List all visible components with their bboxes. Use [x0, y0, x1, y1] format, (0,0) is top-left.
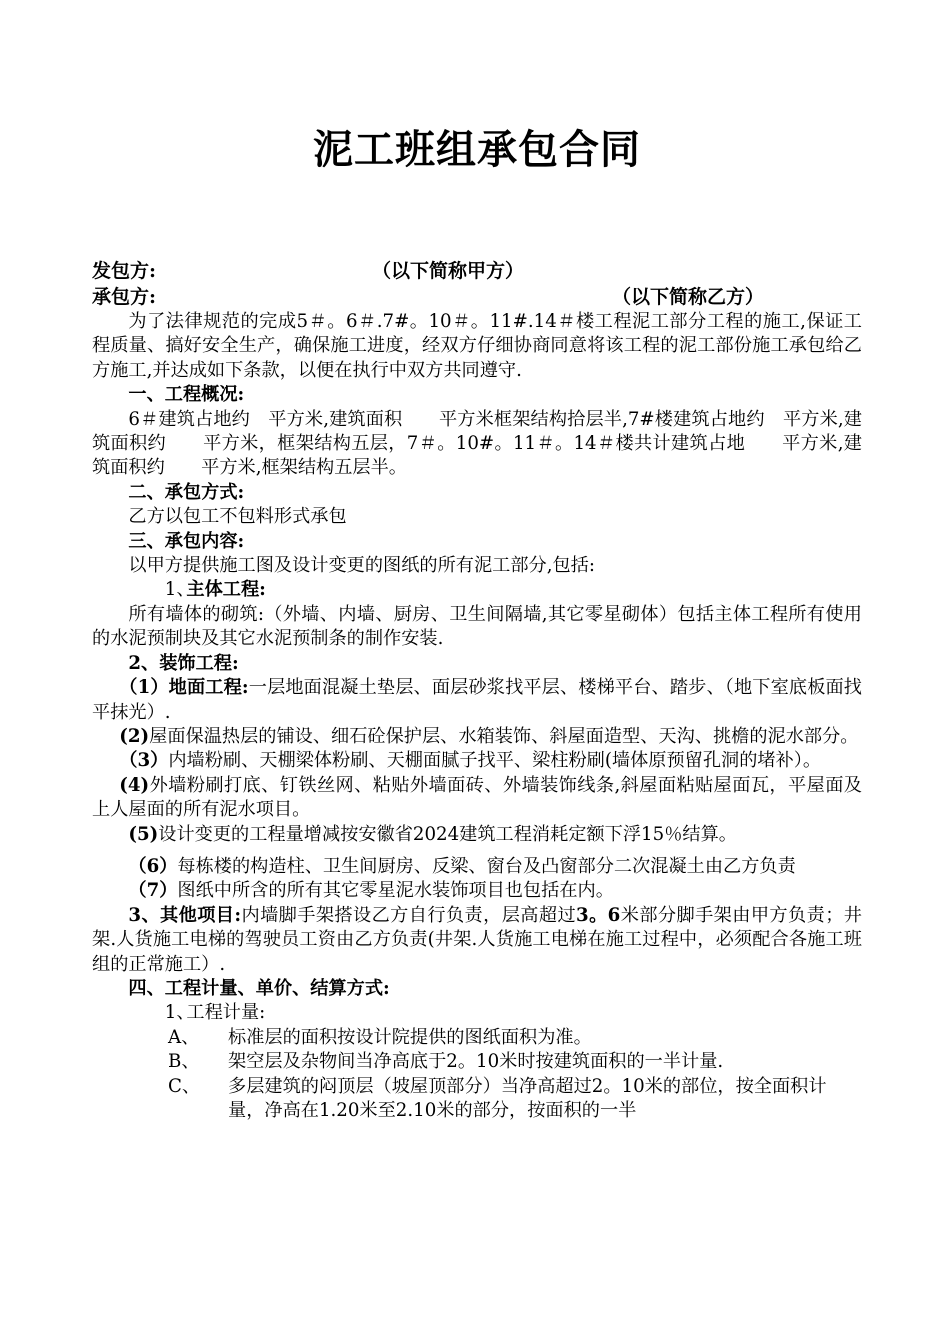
- decoration-item-5-label: (5): [128, 823, 159, 845]
- decoration-item-3-label: （3）: [119, 750, 169, 772]
- section-2-text: 乙方以包工不包料形式承包: [128, 506, 347, 528]
- measurement-rule-c: [92, 1075, 862, 1124]
- measurement-rule-b: [92, 1050, 862, 1074]
- section-2-heading: 二、承包方式:: [128, 481, 245, 503]
- party-b-label: 承包方:: [92, 286, 157, 308]
- measurement-rule-a-key: A、: [168, 1026, 200, 1048]
- intro-paragraph: 为了法律规范的完成5＃。6＃.7#。10＃。11#.14＃楼工程泥工部分工程的施工,保证工程质量、搞好安全生产，确保施工进度，经双方仔细协商同意将该工程的泥工部份施工承包给乙方施工,并达成如下条款，以便在执行中双方共同遵守.: [92, 311, 862, 381]
- decoration-item-5-text: 设计变更的工程量增减按安徽省2024建筑工程消耗定额下浮15％结算。: [158, 823, 737, 845]
- decoration-item-4-label: (4): [119, 774, 150, 796]
- document-page: [92, 0, 862, 1344]
- section-3-item-3: [92, 904, 862, 977]
- decoration-item-6-label: （6）: [128, 855, 178, 877]
- section-4-item-1-heading: [92, 1001, 862, 1025]
- measurement-rule-c-key: C、: [168, 1075, 201, 1097]
- decoration-item-2-text: 屋面保温热层的铺设、细石砼保护层、水箱装饰、斜屋面造型、天沟、挑檐的泥水部分。: [149, 725, 859, 747]
- decoration-item-3: [92, 749, 862, 773]
- decoration-item-5: [92, 823, 862, 847]
- decoration-item-2: [92, 725, 862, 749]
- section-4-heading: 四、工程计量、单价、结算方式:: [128, 977, 390, 999]
- decoration-item-6-text: 每栋楼的构造柱、卫生间厨房、反梁、窗台及凸窗部分二次混凝土由乙方负责: [177, 855, 796, 877]
- decoration-item-6: [92, 855, 862, 879]
- decoration-item-4-text: 外墙粉刷打底、钉铁丝网、粘贴外墙面砖、外墙装饰线条,斜屋面粘贴屋面瓦，平屋面及上人屋面的所有泥水项目。: [92, 774, 862, 821]
- party-b-line: [92, 284, 862, 310]
- decoration-item-1-text: 一层地面混凝土垫层、面层砂浆找平层、楼梯平台、踏步、（地下室底板面找平抹光）.: [92, 677, 862, 723]
- section-3-item-3-height: 3。6: [576, 904, 621, 926]
- party-a-line: [92, 258, 862, 284]
- contract-body: [92, 310, 862, 1123]
- section-4-item-1-title: 工程计量:: [186, 1002, 266, 1024]
- document-title: 泥工班组承包合同: [313, 126, 641, 173]
- party-a-label: 发包方:: [92, 260, 157, 282]
- section-3-item-1-heading: [92, 578, 862, 602]
- decoration-item-7-label: （7）: [128, 880, 178, 902]
- party-b-note: （以下简称乙方）: [612, 286, 765, 308]
- section-3-item-3-text-c: 米部分脚手架由甲方负责；井架.人货施工电梯的驾驶员工资由乙方负责(井架.人货施工电梯在施工过程中，必须配合各施工班组的正常施工）.: [92, 904, 862, 975]
- measurement-rule-a: [92, 1026, 862, 1050]
- section-4-item-1-number: 1、: [164, 1002, 195, 1024]
- decoration-item-4: [92, 774, 862, 823]
- section-3-text: 以甲方提供施工图及设计变更的图纸的所有泥工部分,包括:: [128, 555, 595, 577]
- party-a-note: （以下简称甲方）: [372, 260, 525, 282]
- measurement-rule-b-key: B、: [168, 1051, 200, 1073]
- section-3-item-3-text-a: 内墙脚手架搭设乙方自行负责，层高超过: [241, 904, 577, 926]
- decoration-item-2-label: (2): [119, 725, 150, 747]
- section-3-heading: 三、承包内容:: [128, 530, 245, 552]
- measurement-rule-a-text: 标准层的面积按设计院提供的图纸面积为准。: [228, 1026, 592, 1048]
- decoration-item-7: [92, 879, 862, 903]
- decoration-item-3-text: 内墙粉刷、天棚梁体粉刷、天棚面腻子找平、梁柱粉刷(墙体原预留孔洞的堵补）。: [168, 750, 822, 772]
- section-3-item-3-title: 3、其他项目:: [128, 904, 242, 926]
- decoration-item-1-label: （1）地面工程:: [119, 677, 249, 699]
- measurement-rule-b-text: 架空层及杂物间当净高底于2。10米时按建筑面积的一半计量.: [228, 1051, 724, 1073]
- section-3-item-1-number: 1、: [164, 579, 195, 601]
- section-3-item-1-text: 所有墙体的砌筑:（外墙、内墙、厨房、卫生间隔墙,其它零星砌体）包括主体工程所有使用的水泥预制块及其它水泥预制条的制作安装.: [92, 603, 862, 650]
- decoration-item-1: [92, 676, 862, 725]
- measurement-rule-c-text: 多层建筑的闷顶层（坡屋顶部分）当净高超过2。10米的部位，按全面积计量，净高在1.20米至2.10米的部分，按面积的一半: [228, 1075, 827, 1121]
- section-3-item-2-heading: 2、装饰工程:: [128, 652, 239, 674]
- section-1-heading: 一、工程概况:: [128, 384, 245, 406]
- decoration-item-7-text: 图纸中所含的所有其它零星泥水装饰项目也包括在内。: [177, 880, 614, 902]
- section-3-item-1-title: 主体工程:: [186, 579, 266, 601]
- section-1-text: 6＃建筑占地约 平方米,建筑面积 平方米框架结构拾层半,7#楼建筑占地约 平方米,建筑面积约 平方米，框架结构五层，7＃。10#。11＃。14＃楼共计建筑占地 平方米,建筑面积约 平方米,框架结构五层半。: [92, 408, 862, 479]
